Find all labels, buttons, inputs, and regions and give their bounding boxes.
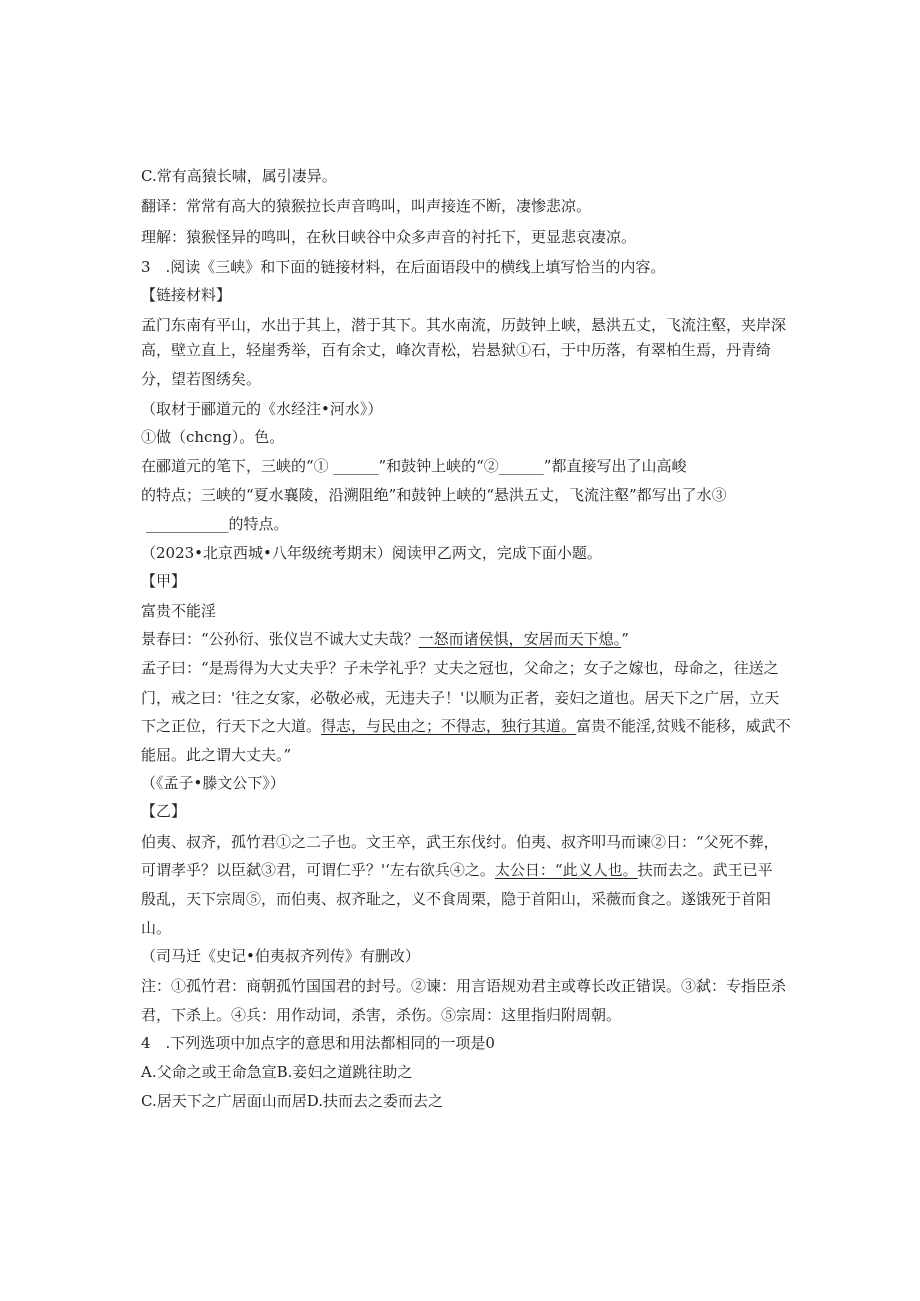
question-4-options-ab: A.父命之或王命急宣B.妾妇之道跳往助之 bbox=[141, 1063, 413, 1081]
mengzi-line: 能屈。此之谓大丈夫。” bbox=[141, 746, 292, 764]
passage-yi-line: 殷乱，天下宗周⑤，而伯夷、叔齐耻之，义不食周栗，隐于首阳山，采薇而食之。遂饿死于首阳 bbox=[141, 890, 772, 908]
link-paragraph-line: 分，望若图绣矣。 bbox=[141, 370, 262, 388]
option-c-text: C.常有高猿长啸，属引凄异。 bbox=[141, 167, 337, 185]
translation-text: 翻译：常常有高大的猿猴拉长声音鸣叫，叫声接连不断，凄惨悲凉。 bbox=[141, 197, 592, 215]
fill-blank-line: 的特点；三峡的“夏水襄陵，沿溯阻绝”和鼓钟上峡的“悬洪五丈，飞流注壑”都写出了水③ bbox=[141, 486, 727, 504]
passage-yi-line: 山。 bbox=[141, 919, 172, 937]
underlined-text: 得志，与民由之；不得志，独行其道。 bbox=[321, 717, 577, 735]
exam-intro: （2023•北京西城•八年级统考期末）阅读甲乙两文，完成下面小题。 bbox=[141, 544, 602, 562]
link-material-heading: 【链接材料】 bbox=[141, 286, 232, 304]
fill-blank-line: ___________的特点。 bbox=[146, 515, 289, 533]
passage-yi-line: 伯夷、叔齐，孤竹君①之二子也。文王卒，武王东伐纣。伯夷、叔齐叩马而谏②日：“父死不葬， bbox=[141, 833, 779, 851]
understanding-text: 理解：猿猴怪异的鸣叫，在秋日峡谷中众多声音的衬托下，更显悲哀凄凉。 bbox=[141, 228, 637, 246]
link-paragraph-line: 高，壁立直上，轻崖秀举，百有余丈，峰次青松，岩悬狱①石，于中历落，有翠柏生焉，丹青绮 bbox=[141, 341, 772, 359]
question-4: 4 .下列选项中加点字的意思和用法都相同的一项是0 bbox=[141, 1034, 495, 1052]
mengzi-line: 门，戒之曰：'往之女家，必敬必戒，无违夫子！'以顺为正者，妾妇之道也。居天下之广居，立天 bbox=[141, 689, 780, 707]
mengzi-line: 下之正位，行天下之大道。得志，与民由之；不得志，独行其道。富贵不能淫,贫贱不能移，威武不 bbox=[141, 717, 791, 735]
passage-jia-source: （《孟子•滕文公下》） bbox=[141, 774, 285, 792]
passage-yi-source: （司马迁《史记•伯夷叔齐列传》有删改） bbox=[141, 947, 420, 965]
annotation-line: 注：①孤竹君：商朝孤竹国国君的封号。②谏：用言语规劝君主或尊长改正错误。③弑：专指臣杀 bbox=[141, 977, 787, 995]
mengzi-line: 孟子曰：“是焉得为大丈夫乎？子未学礼乎？丈夫之冠也，父命之；女子之嫁也，母命之，往送之 bbox=[141, 659, 779, 677]
link-source: （取材于郦道元的《水经注•河水》） bbox=[141, 400, 383, 418]
link-paragraph-line: 孟门东南有平山，水出于其上，潜于其下。其水南流，历鼓钟上峡，悬洪五丈，飞流注壑，夹岸深 bbox=[141, 316, 787, 334]
fill-blank-line: 在郦道元的笔下，三峡的“① ______”和鼓钟上峡的“②______”都直接写出了山高峻 bbox=[141, 457, 687, 475]
link-footnote: ①做（chcng）。色。 bbox=[141, 428, 285, 446]
question-4-options-cd: C.居天下之广居面山而居D.扶而去之委而去之 bbox=[141, 1092, 443, 1110]
passage-yi-line: 可谓孝乎？以臣弑③君，可谓仁乎？'‘左右欲兵④之。太公日：“此义人也。扶而去之。武王已平 bbox=[141, 861, 773, 879]
jingchun-line: 景春曰：“公孙衍、张仪岂不诚大丈夫哉？一怒而诸侯惧，安居而天下熄。” bbox=[141, 630, 629, 648]
underlined-text: 太公日：“此义人也。 bbox=[494, 861, 638, 879]
passage-yi-label: 【乙】 bbox=[141, 802, 187, 820]
passage-jia-label: 【甲】 bbox=[141, 572, 187, 590]
passage-jia-title: 富贵不能淫 bbox=[141, 602, 217, 620]
underlined-text: 一怒而诸侯惧，安居而天下熄。 bbox=[418, 630, 622, 648]
question-3: 3 .阅读《三峡》和下面的链接材料，在后面语段中的横线上填写恰当的内容。 bbox=[141, 258, 666, 276]
annotation-line: 君，下杀上。④兵：用作动词，杀害，杀伤。⑤宗周：这里指归附周朝。 bbox=[141, 1006, 622, 1024]
